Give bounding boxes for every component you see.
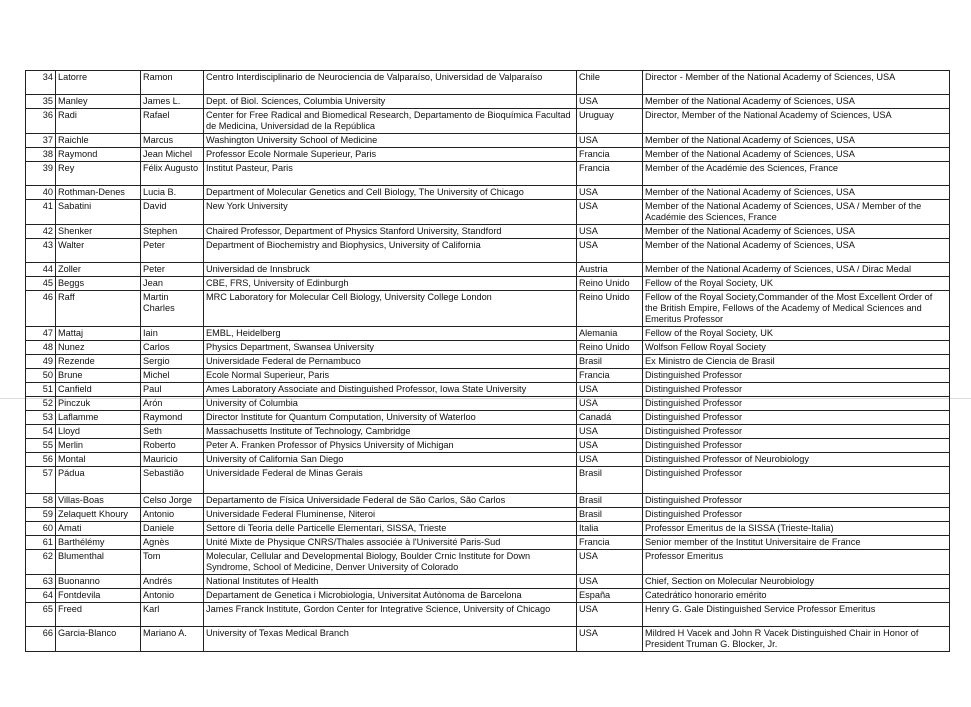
institution-cell: University of Texas Medical Branch	[204, 627, 577, 652]
row-number: 38	[26, 148, 56, 162]
country-cell: Reino Unido	[577, 291, 643, 327]
table-row	[26, 162, 950, 186]
table-row	[26, 327, 950, 341]
institution-cell: Centro Interdisciplinario de Neurociencia de Valparaíso, Universidad de Valparaíso	[204, 71, 577, 95]
first-name-cell: Peter	[141, 263, 204, 277]
row-number: 63	[26, 575, 56, 589]
row-number: 40	[26, 186, 56, 200]
institution-cell: Departament de Genetica i Microbiologia, Universitat Autònoma de Barcelona	[204, 589, 577, 603]
first-name-cell: Sebastião	[141, 467, 204, 494]
distinction-cell: Distinguished Professor of Neurobiology	[643, 453, 950, 467]
first-name-cell: Seth	[141, 425, 204, 439]
first-name-cell: Antonio	[141, 589, 204, 603]
row-number: 61	[26, 536, 56, 550]
country-cell: USA	[577, 397, 643, 411]
table-row	[26, 494, 950, 508]
country-cell: USA	[577, 603, 643, 627]
surname-cell: Beggs	[56, 277, 141, 291]
table-row	[26, 369, 950, 383]
institution-cell: Ames Laboratory Associate and Distinguished Professor, Iowa State University	[204, 383, 577, 397]
distinction-cell: Mildred H Vacek and John R Vacek Distinguished Chair in Honor of President Truman G. Blocker, Jr.	[643, 627, 950, 652]
row-number: 34	[26, 71, 56, 95]
distinction-cell: Distinguished Professor	[643, 494, 950, 508]
table-row	[26, 71, 950, 95]
first-name-cell: David	[141, 200, 204, 225]
country-cell: Brasil	[577, 508, 643, 522]
table-row	[26, 439, 950, 453]
first-name-cell: Stephen	[141, 225, 204, 239]
distinction-cell: Distinguished Professor	[643, 467, 950, 494]
surname-cell: Raymond	[56, 148, 141, 162]
first-name-cell: Jean Michel	[141, 148, 204, 162]
country-cell: USA	[577, 95, 643, 109]
country-cell: USA	[577, 186, 643, 200]
distinction-cell: Distinguished Professor	[643, 439, 950, 453]
row-number: 39	[26, 162, 56, 186]
row-number: 45	[26, 277, 56, 291]
country-cell: Brasil	[577, 494, 643, 508]
institution-cell: Physics Department, Swansea University	[204, 341, 577, 355]
surname-cell: Mattaj	[56, 327, 141, 341]
first-name-cell: Karl	[141, 603, 204, 627]
row-number: 44	[26, 263, 56, 277]
row-number: 50	[26, 369, 56, 383]
distinction-cell: Henry G. Gale Distinguished Service Professor Emeritus	[643, 603, 950, 627]
surname-cell: Villas-Boas	[56, 494, 141, 508]
institution-cell: Dept. of Biol. Sciences, Columbia University	[204, 95, 577, 109]
row-number: 64	[26, 589, 56, 603]
row-number: 53	[26, 411, 56, 425]
table-row	[26, 239, 950, 263]
country-cell: Uruguay	[577, 109, 643, 134]
first-name-cell: Carlos	[141, 341, 204, 355]
surname-cell: Fontdevila	[56, 589, 141, 603]
country-cell: Alemania	[577, 327, 643, 341]
surname-cell: Rezende	[56, 355, 141, 369]
institution-cell: Universidade Federal de Minas Gerais	[204, 467, 577, 494]
country-cell: Reino Unido	[577, 277, 643, 291]
table-row	[26, 397, 950, 411]
distinction-cell: Distinguished Professor	[643, 369, 950, 383]
members-table	[25, 70, 950, 652]
surname-cell: Rothman-Denes	[56, 186, 141, 200]
institution-cell: Institut Pasteur, Paris	[204, 162, 577, 186]
institution-cell: Washington University School of Medicine	[204, 134, 577, 148]
first-name-cell: Iain	[141, 327, 204, 341]
table-row	[26, 134, 950, 148]
country-cell: USA	[577, 225, 643, 239]
distinction-cell: Member of the National Academy of Sciences, USA	[643, 239, 950, 263]
surname-cell: Shenker	[56, 225, 141, 239]
table-row	[26, 291, 950, 327]
surname-cell: Manley	[56, 95, 141, 109]
table-row	[26, 536, 950, 550]
first-name-cell: Peter	[141, 239, 204, 263]
table-row	[26, 603, 950, 627]
institution-cell: Universidade Federal Fluminense, Niteroi	[204, 508, 577, 522]
country-cell: USA	[577, 134, 643, 148]
table-row	[26, 383, 950, 397]
institution-cell: University of Columbia	[204, 397, 577, 411]
distinction-cell: Member of the National Academy of Sciences, USA	[643, 225, 950, 239]
surname-cell: Blumenthal	[56, 550, 141, 575]
first-name-cell: Andrés	[141, 575, 204, 589]
first-name-cell: Raymond	[141, 411, 204, 425]
surname-cell: Rey	[56, 162, 141, 186]
distinction-cell: Member of the National Academy of Sciences, USA / Dirac Medal	[643, 263, 950, 277]
table-row	[26, 453, 950, 467]
surname-cell: Zelaquett Khoury	[56, 508, 141, 522]
first-name-cell: Lucia B.	[141, 186, 204, 200]
country-cell: Francia	[577, 536, 643, 550]
first-name-cell: Paul	[141, 383, 204, 397]
row-number: 51	[26, 383, 56, 397]
first-name-cell: Antonio	[141, 508, 204, 522]
table-row	[26, 186, 950, 200]
institution-cell: Settore di Teoria delle Particelle Elementari, SISSA, Trieste	[204, 522, 577, 536]
surname-cell: Pádua	[56, 467, 141, 494]
institution-cell: New York University	[204, 200, 577, 225]
surname-cell: Latorre	[56, 71, 141, 95]
row-number: 41	[26, 200, 56, 225]
table-row	[26, 109, 950, 134]
institution-cell: Molecular, Cellular and Developmental Biology, Boulder Crnic Institute for Down Syndrome, School of Medicine, Denver University of Colorado	[204, 550, 577, 575]
row-number: 46	[26, 291, 56, 327]
institution-cell: Professor Ecole Normale Superieur, Paris	[204, 148, 577, 162]
distinction-cell: Distinguished Professor	[643, 508, 950, 522]
country-cell: Reino Unido	[577, 341, 643, 355]
country-cell: Brasil	[577, 467, 643, 494]
table-row	[26, 575, 950, 589]
country-cell: USA	[577, 439, 643, 453]
institution-cell: Director Institute for Quantum Computation, University of Waterloo	[204, 411, 577, 425]
row-number: 66	[26, 627, 56, 652]
row-number: 35	[26, 95, 56, 109]
distinction-cell: Chief, Section on Molecular Neurobiology	[643, 575, 950, 589]
institution-cell: Universidade Federal de Pernambuco	[204, 355, 577, 369]
table-row	[26, 277, 950, 291]
surname-cell: Radi	[56, 109, 141, 134]
first-name-cell: Michel	[141, 369, 204, 383]
surname-cell: Montal	[56, 453, 141, 467]
table-row	[26, 589, 950, 603]
institution-cell: Universidad de Innsbruck	[204, 263, 577, 277]
members-table-body	[26, 71, 950, 652]
first-name-cell: Jean	[141, 277, 204, 291]
country-cell: Chile	[577, 71, 643, 95]
surname-cell: Merlin	[56, 439, 141, 453]
row-number: 65	[26, 603, 56, 627]
first-name-cell: Sergio	[141, 355, 204, 369]
row-number: 52	[26, 397, 56, 411]
country-cell: España	[577, 589, 643, 603]
first-name-cell: Marcus	[141, 134, 204, 148]
table-row	[26, 627, 950, 652]
institution-cell: Chaired Professor, Department of Physics Stanford University, Standford	[204, 225, 577, 239]
institution-cell: CBE, FRS, University of Edinburgh	[204, 277, 577, 291]
surname-cell: Sabatini	[56, 200, 141, 225]
country-cell: USA	[577, 550, 643, 575]
distinction-cell: Fellow of the Royal Society, UK	[643, 277, 950, 291]
surname-cell: Amati	[56, 522, 141, 536]
table-row	[26, 95, 950, 109]
institution-cell: Unité Mixte de Physique CNRS/Thales associée à l'Université Paris-Sud	[204, 536, 577, 550]
distinction-cell: Member of the National Academy of Sciences, USA	[643, 186, 950, 200]
first-name-cell: Félix Augusto	[141, 162, 204, 186]
country-cell: USA	[577, 575, 643, 589]
table-row	[26, 508, 950, 522]
first-name-cell: Mauricio	[141, 453, 204, 467]
institution-cell: Massachusetts Institute of Technology, Cambridge	[204, 425, 577, 439]
country-cell: USA	[577, 383, 643, 397]
institution-cell: National Institutes of Health	[204, 575, 577, 589]
country-cell: Francia	[577, 369, 643, 383]
distinction-cell: Member of the National Academy of Sciences, USA	[643, 148, 950, 162]
surname-cell: Pinczuk	[56, 397, 141, 411]
institution-cell: University of California San Diego	[204, 453, 577, 467]
institution-cell: James Franck Institute, Gordon Center for Integrative Science, University of Chicago	[204, 603, 577, 627]
table-row	[26, 263, 950, 277]
distinction-cell: Director, Member of the National Academy of Sciences, USA	[643, 109, 950, 134]
surname-cell: Nunez	[56, 341, 141, 355]
table-row	[26, 411, 950, 425]
table-row	[26, 200, 950, 225]
distinction-cell: Professor Emeritus de la SISSA (Trieste-Italia)	[643, 522, 950, 536]
country-cell: Canadá	[577, 411, 643, 425]
institution-cell: Ecole Normal Superieur, Paris	[204, 369, 577, 383]
distinction-cell: Ex Ministro de Ciencia de Brasil	[643, 355, 950, 369]
distinction-cell: Senior member of the Institut Universitaire de France	[643, 536, 950, 550]
table-row	[26, 550, 950, 575]
country-cell: Italia	[577, 522, 643, 536]
distinction-cell: Catedrático honorario emérito	[643, 589, 950, 603]
row-number: 47	[26, 327, 56, 341]
surname-cell: Lloyd	[56, 425, 141, 439]
surname-cell: Garcia-Blanco	[56, 627, 141, 652]
distinction-cell: Fellow of the Royal Society, UK	[643, 327, 950, 341]
row-number: 43	[26, 239, 56, 263]
row-number: 37	[26, 134, 56, 148]
distinction-cell: Distinguished Professor	[643, 425, 950, 439]
first-name-cell: Arón	[141, 397, 204, 411]
institution-cell: Department of Molecular Genetics and Cell Biology, The University of Chicago	[204, 186, 577, 200]
distinction-cell: Member of the Académie des Sciences, France	[643, 162, 950, 186]
row-number: 62	[26, 550, 56, 575]
table-row	[26, 225, 950, 239]
surname-cell: Buonanno	[56, 575, 141, 589]
row-number: 58	[26, 494, 56, 508]
row-number: 36	[26, 109, 56, 134]
distinction-cell: Member of the National Academy of Sciences, USA / Member of the Académie des Sciences, France	[643, 200, 950, 225]
table-row	[26, 355, 950, 369]
country-cell: Austria	[577, 263, 643, 277]
country-cell: USA	[577, 239, 643, 263]
first-name-cell: Agnès	[141, 536, 204, 550]
table-row	[26, 425, 950, 439]
row-number: 57	[26, 467, 56, 494]
country-cell: USA	[577, 200, 643, 225]
distinction-cell: Member of the National Academy of Sciences, USA	[643, 134, 950, 148]
first-name-cell: Celso Jorge	[141, 494, 204, 508]
institution-cell: Departamento de Física Universidade Federal de São Carlos, São Carlos	[204, 494, 577, 508]
country-cell: USA	[577, 425, 643, 439]
distinction-cell: Distinguished Professor	[643, 411, 950, 425]
distinction-cell: Director - Member of the National Academy of Sciences, USA	[643, 71, 950, 95]
table-row	[26, 341, 950, 355]
distinction-cell: Member of the National Academy of Sciences, USA	[643, 95, 950, 109]
surname-cell: Zoller	[56, 263, 141, 277]
institution-cell: Center for Free Radical and Biomedical Research, Departamento de Bioquímica Facultad de Medicina, Universidad de la República	[204, 109, 577, 134]
row-number: 56	[26, 453, 56, 467]
row-number: 59	[26, 508, 56, 522]
first-name-cell: James L.	[141, 95, 204, 109]
surname-cell: Barthélémy	[56, 536, 141, 550]
first-name-cell: Martin Charles	[141, 291, 204, 327]
institution-cell: EMBL, Heidelberg	[204, 327, 577, 341]
distinction-cell: Distinguished Professor	[643, 397, 950, 411]
first-name-cell: Ramon	[141, 71, 204, 95]
first-name-cell: Rafael	[141, 109, 204, 134]
institution-cell: Peter A. Franken Professor of Physics University of Michigan	[204, 439, 577, 453]
surname-cell: Raff	[56, 291, 141, 327]
row-number: 60	[26, 522, 56, 536]
distinction-cell: Wolfson Fellow Royal Society	[643, 341, 950, 355]
distinction-cell: Professor Emeritus	[643, 550, 950, 575]
country-cell: Francia	[577, 162, 643, 186]
row-number: 49	[26, 355, 56, 369]
first-name-cell: Mariano A.	[141, 627, 204, 652]
row-number: 54	[26, 425, 56, 439]
table-row	[26, 522, 950, 536]
country-cell: USA	[577, 453, 643, 467]
surname-cell: Laflamme	[56, 411, 141, 425]
institution-cell: MRC Laboratory for Molecular Cell Biology, University College London	[204, 291, 577, 327]
first-name-cell: Roberto	[141, 439, 204, 453]
institution-cell: Department of Biochemistry and Biophysics, University of California	[204, 239, 577, 263]
distinction-cell: Fellow of the Royal Society,Commander of the Most Excellent Order of the British Empire, Fellows of the Academy of Medical Sciences and Emeritus Professor	[643, 291, 950, 327]
table-row	[26, 148, 950, 162]
country-cell: Francia	[577, 148, 643, 162]
surname-cell: Freed	[56, 603, 141, 627]
distinction-cell: Distinguished Professor	[643, 383, 950, 397]
first-name-cell: Daniele	[141, 522, 204, 536]
first-name-cell: Tom	[141, 550, 204, 575]
surname-cell: Brune	[56, 369, 141, 383]
row-number: 48	[26, 341, 56, 355]
table-row	[26, 467, 950, 494]
country-cell: USA	[577, 627, 643, 652]
surname-cell: Walter	[56, 239, 141, 263]
surname-cell: Canfield	[56, 383, 141, 397]
country-cell: Brasil	[577, 355, 643, 369]
surname-cell: Raichle	[56, 134, 141, 148]
row-number: 55	[26, 439, 56, 453]
row-number: 42	[26, 225, 56, 239]
